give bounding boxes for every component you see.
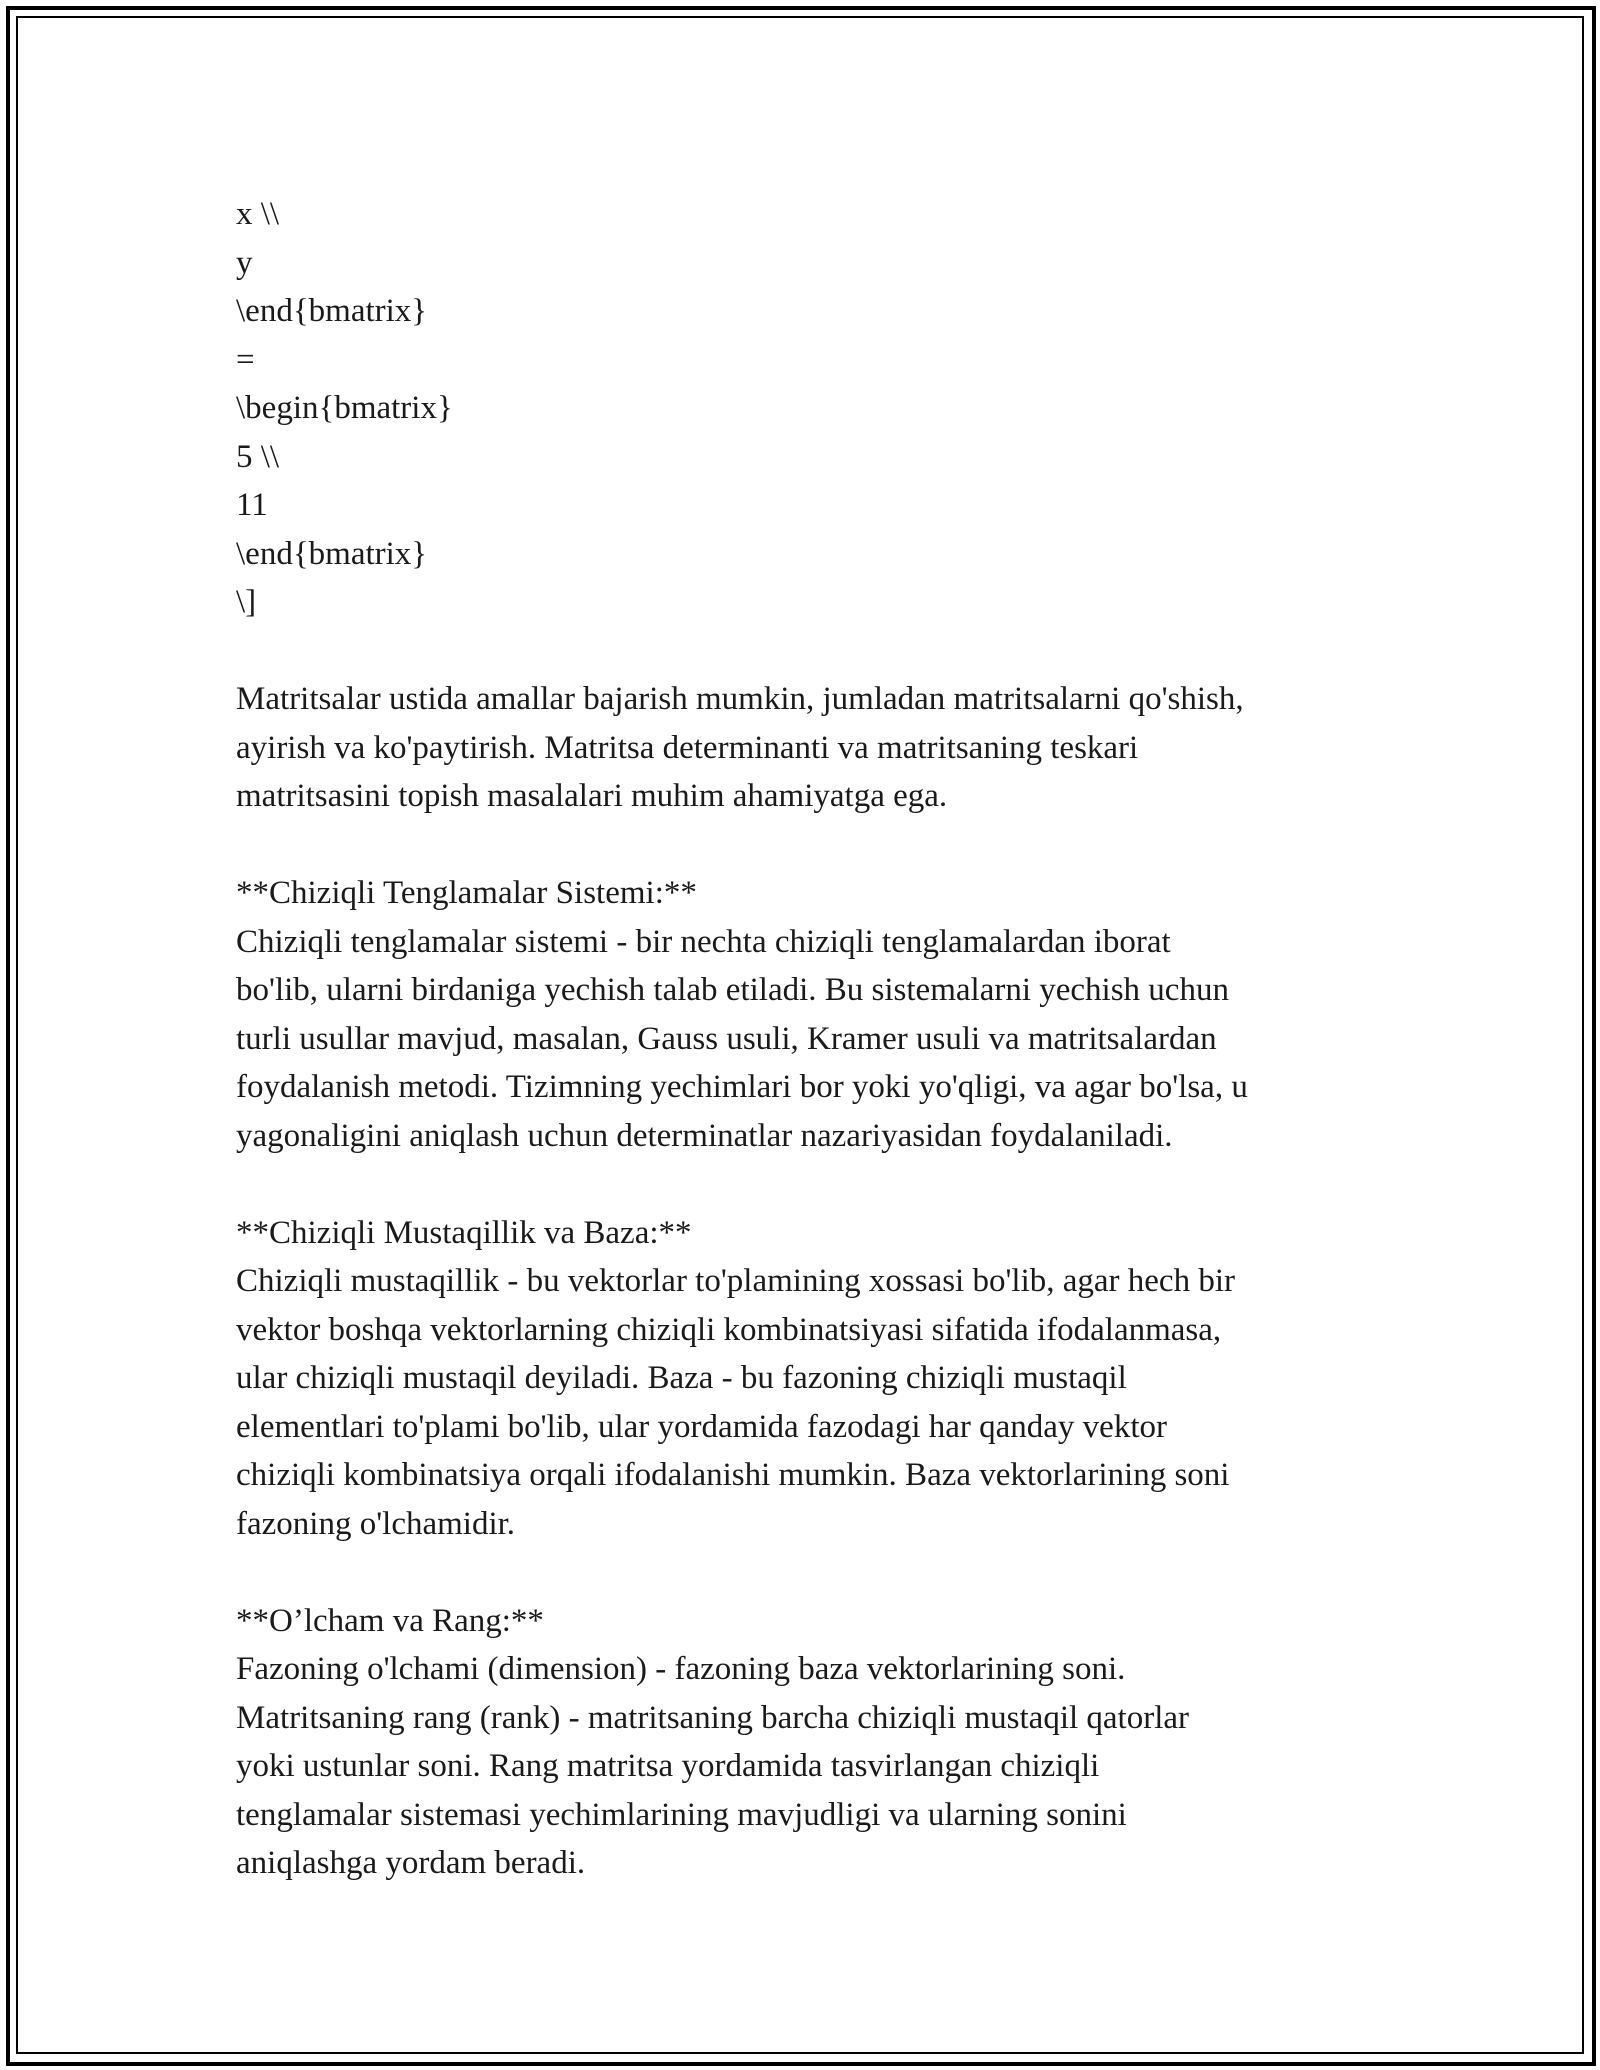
code-line: y [236,244,253,281]
paragraph-line: ular chiziqli mustaqil deyiladi. Baza - bu fazoning chiziqli mustaqil [236,1360,1127,1396]
paragraph-line: fazoning o'lchamidir. [236,1505,516,1542]
paragraph-line: Matritsalar ustida amallar bajarish mumkin, jumladan matritsalarni qo'shish, [236,681,1244,717]
paragraph-line: bo'lib, ularni birdaniga yechish talab etiladi. Bu sistemalarni yechish uchun [236,972,1229,1008]
code-line: 11 [236,487,268,523]
paragraph-gap [236,821,1396,870]
paragraph-line: yoki ustunlar soni. Rang matritsa yordamida tasvirlangan chiziqli [236,1748,1100,1784]
paragraph-line: Chiziqli mustaqillik - bu vektorlar to'plamining xossasi bo'lib, agar hech bir [236,1263,1235,1299]
code-line: \] [236,584,257,620]
code-line: = [236,341,255,378]
paragraph-line: Fazoning o'lchami (dimension) - fazoning baza vektorlarining soni. [236,1651,1126,1687]
paragraph-line: vektor boshqa vektorlarning chiziqli kombinatsiyasi sifatida ifodalanmasa, [236,1311,1222,1348]
section-heading: **Chiziqli Mustaqillik va Baza:** [236,1214,692,1251]
document-body [236,190,1396,1888]
code-line: \end{bmatrix} [236,535,428,572]
paragraph-line: matritsasini topish masalalari muhim ahamiyatga ega. [236,778,948,814]
section-linear-systems [236,869,1396,1160]
section-independence-basis [236,1209,1396,1549]
paragraph-line: Chiziqli tenglamalar sistemi - bir nechta chiziqli tenglamalardan iborat [236,923,1171,960]
latex-code-block [236,190,1396,627]
paragraph-gap [236,1160,1396,1209]
paragraph-line: yagonaligini aniqlash uchun determinatlar nazariyasidan foydalaniladi. [236,1117,1173,1154]
code-line: \begin{bmatrix} [236,390,453,426]
paragraph-line: tenglamalar sistemasi yechimlarining mavjudligi va ularning sonini [236,1796,1127,1833]
paragraph-gap [236,627,1396,676]
section-heading: **O’lcham va Rang:** [236,1602,544,1639]
paragraph-line: elementlari to'plami bo'lib, ular yordamida fazodagi har qanday vektor [236,1408,1167,1445]
paragraph-line: chiziqli kombinatsiya orqali ifodalanishi mumkin. Baza vektorlarining soni [236,1457,1230,1493]
code-line: 5 \\ [236,438,280,475]
paragraph-line: Matritsaning rang (rank) - matritsaning barcha chiziqli mustaqil qatorlar [236,1699,1190,1736]
paragraph-gap [236,1548,1396,1597]
section-heading: **Chiziqli Tenglamalar Sistemi:** [236,875,697,911]
paragraph-line: aniqlashga yordam beradi. [236,1845,586,1881]
intro-paragraph [236,675,1396,821]
code-line: x \\ [236,196,280,232]
section-dimension-rank [236,1597,1396,1888]
paragraph-line: ayirish va ko'paytirish. Matritsa determinanti va matritsaning teskari [236,729,1139,766]
paragraph-line: turli usullar mavjud, masalan, Gauss usuli, Kramer usuli va matritsalardan [236,1020,1217,1057]
code-line: \end{bmatrix} [236,293,428,329]
paragraph-line: foydalanish metodi. Tizimning yechimlari bor yoki yo'qligi, va agar bo'lsa, u [236,1069,1248,1105]
